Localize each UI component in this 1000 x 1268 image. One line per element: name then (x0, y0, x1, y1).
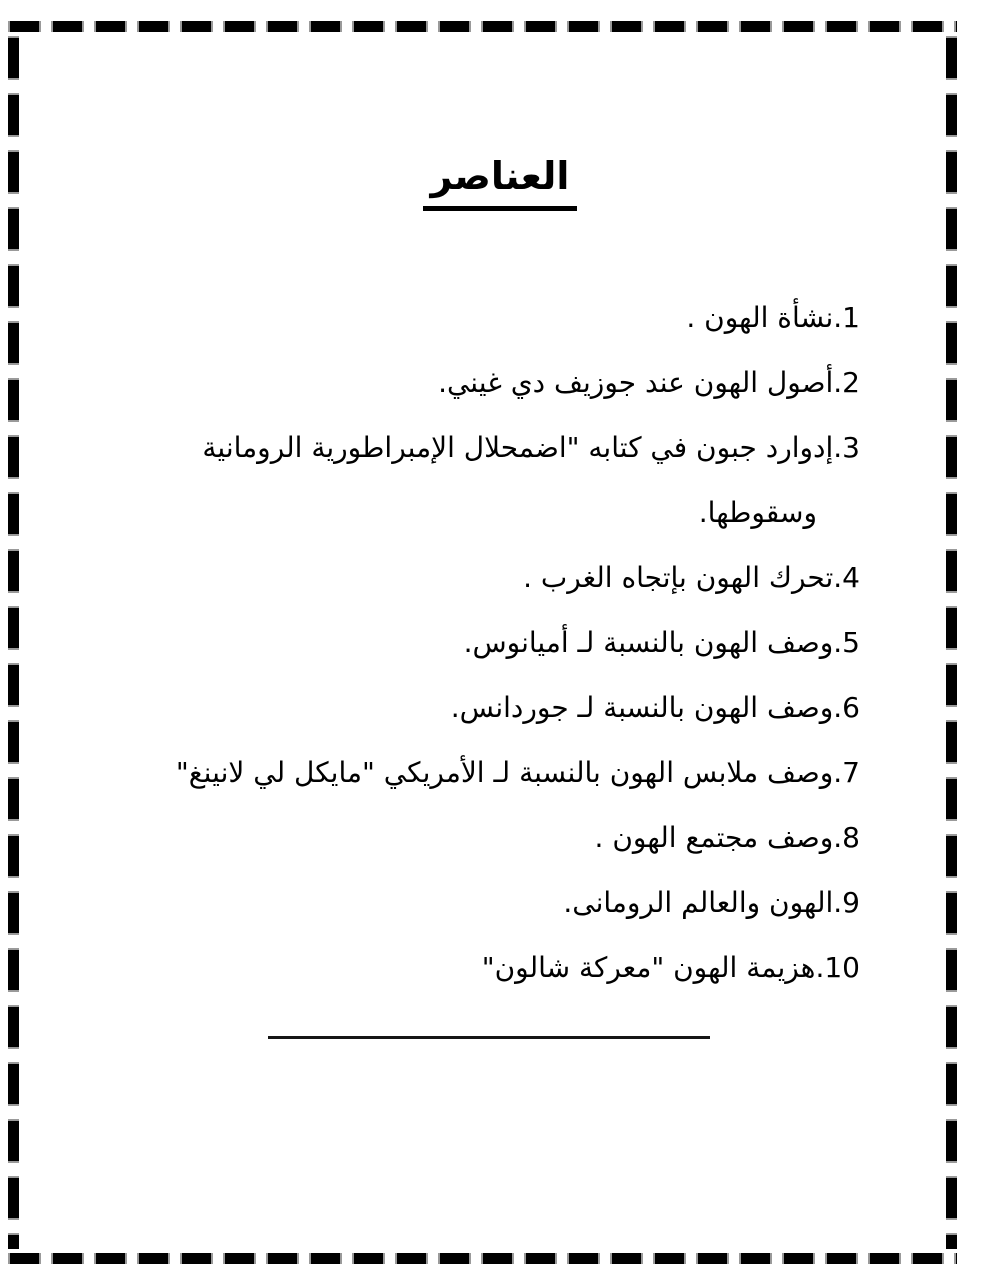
list-item-10: 10.هزيمة الهون "معركة شالون" (481, 951, 860, 984)
list-item-2: 2.أصول الهون عند جوزيف دي غيني. (438, 366, 860, 399)
list-item-7: 7.وصف ملابس الهون بالنسبة لـ الأمريكي "مايكل لي لانينغ" (175, 756, 860, 789)
page-border-bottom (8, 1253, 957, 1264)
page-border-right (946, 36, 957, 1249)
list-item-9: 9.الهون والعالم الرومانى. (563, 886, 860, 919)
page-title-container (0, 152, 1000, 211)
list-item-6: 6.وصف الهون بالنسبة لـ جوردانس. (450, 691, 860, 724)
list-item-5: 5.وصف الهون بالنسبة لـ أميانوس. (463, 626, 860, 659)
page-title: العناصر (423, 152, 578, 211)
list-item-4: 4.تحرك الهون بإتجاه الغرب . (523, 561, 860, 594)
list-item-1: 1.نشأة الهون . (686, 301, 860, 334)
list-item-3: 3.إدوارد جبون في كتابه "اضمحلال الإمبراطورية الرومانية وسقوطها. (202, 431, 860, 529)
divider-line (268, 1036, 710, 1039)
list-item-8: 8.وصف مجتمع الهون . (594, 821, 860, 854)
contents-list (120, 285, 860, 1000)
page-border-top (8, 21, 957, 32)
page-border-left (8, 36, 19, 1249)
